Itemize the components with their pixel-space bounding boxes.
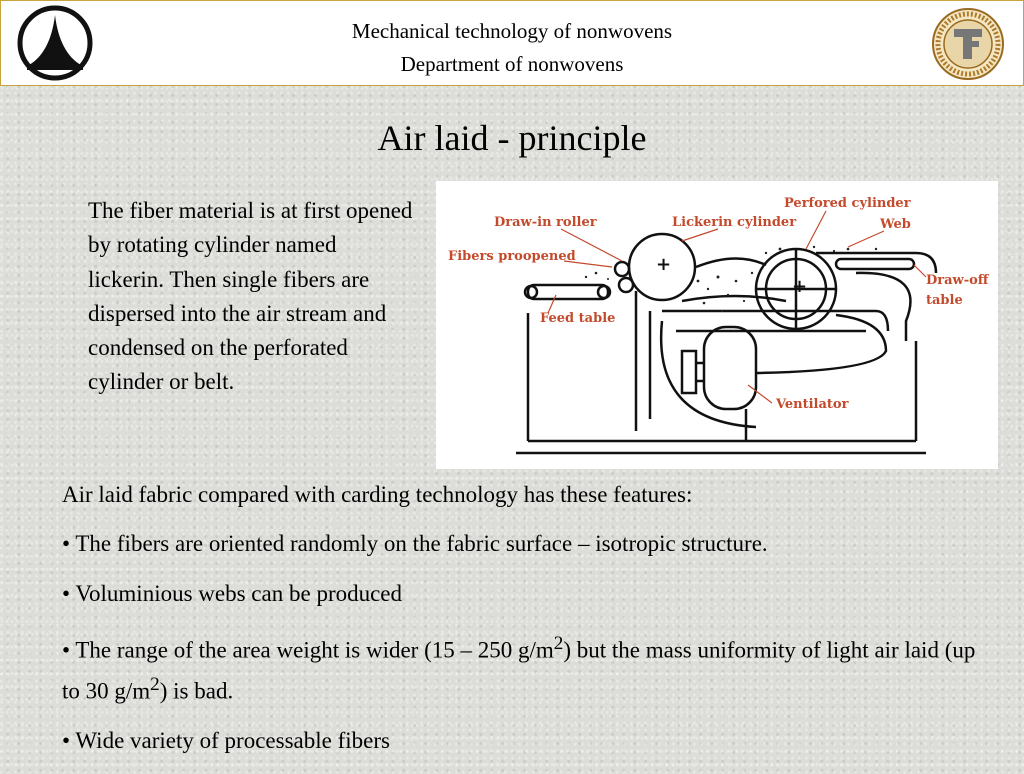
feature-item-random-orientation: • The fibers are oriented randomly on the fabric surface – isotropic structure. [62, 531, 768, 556]
label-ventilator: Ventilator [776, 397, 849, 412]
features-list [62, 478, 982, 774]
cylinder-plus-sign: + [792, 276, 808, 297]
label-web: Web [880, 217, 911, 232]
area-weight-sup-2: 2 [150, 673, 160, 695]
header-course-title: Mechanical technology of nonwovens [351, 19, 673, 43]
feature-item-fiber-variety: • Wide variety of processable fibers [62, 728, 390, 754]
air-laid-diagram [436, 181, 998, 469]
lickerin-plus-sign: + [656, 254, 672, 275]
faculty-seal-icon [927, 7, 1009, 81]
label-draw-off: Draw-off [926, 273, 989, 288]
slide-title: Air laid - principle [377, 118, 647, 158]
area-weight-text-1: • The range of the area weight is wider (15 – 250 g/m [62, 637, 554, 663]
label-lickerin-cylinder: Lickerin cylinder [672, 215, 797, 230]
label-perfored-cylinder: Perfored cylinder [784, 196, 911, 211]
label-fibers-proopened: Fibers proopened [448, 249, 576, 264]
header-department: Department of nonwovens [400, 52, 624, 76]
area-weight-text-3: ) is bad. [159, 678, 234, 704]
features-intro: Air laid fabric compared with carding technology has these features: [62, 482, 693, 507]
label-draw-in-roller: Draw-in roller [494, 215, 597, 230]
label-feed-table: Feed table [540, 311, 616, 326]
feature-item-area-weight [62, 627, 982, 708]
slide-header [0, 0, 1024, 86]
label-draw-off-table: table [926, 293, 963, 308]
intro-paragraph: The fiber material is at first opened by rotating cylinder named lickerin. Then single fibers are dispersed into the air stream and condensed on the perforated cylinder or belt. [88, 198, 413, 395]
area-weight-sup-1: 2 [553, 633, 564, 654]
area-weight-text-2: ) but the mass uniformity of light air laid (up to 30 g/m [62, 637, 976, 704]
feature-item-voluminous-webs: • Voluminious webs can be produced [62, 581, 403, 606]
